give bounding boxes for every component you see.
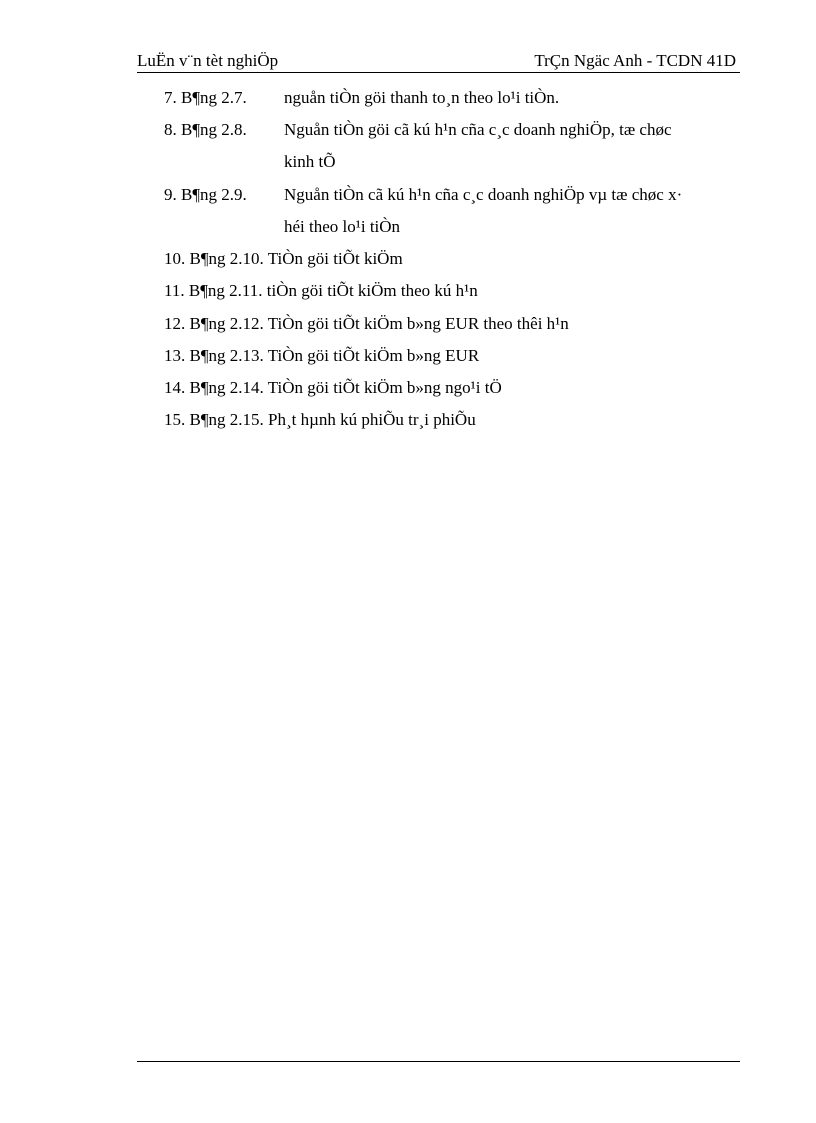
table-number-label: 8. B¶ng 2.8. (164, 120, 247, 139)
table-entry: 15. B¶ng 2.15. Ph¸t hµnh kú phiÕu tr¸i phiÕu (164, 410, 476, 429)
table-entry: 10. B¶ng 2.10. TiÒn göi tiÕt kiÖm (164, 249, 403, 268)
table-title: Nguån tiÒn cã kú h¹n cña c¸c doanh nghiÖp vµ tæ chøc x· (284, 185, 683, 204)
header-thesis-title: LuËn v¨n tèt nghiÖp (137, 51, 279, 70)
table-number-label: 7. B¶ng 2.7. (164, 88, 247, 107)
page-header (137, 50, 740, 73)
table-title-continuation: kinh tÕ (284, 152, 336, 171)
table-entry: 13. B¶ng 2.13. TiÒn göi tiÕt kiÖm b»ng EUR (164, 346, 480, 365)
table-title-continuation: héi theo lo¹i tiÒn (284, 217, 401, 236)
header-author: TrÇn Ngäc Anh - TCDN 41D (534, 51, 736, 70)
table-title: Nguån tiÒn göi cã kú h¹n cña c¸c doanh nghiÖp, tæ chøc (284, 120, 672, 139)
footer-rule (137, 1061, 740, 1062)
table-entry: 11. B¶ng 2.11. tiÒn göi tiÕt kiÖm theo kú h¹n (164, 281, 478, 300)
table-title: nguån tiÒn göi thanh to¸n theo lo¹i tiÒn. (284, 88, 560, 107)
table-entry: 12. B¶ng 2.12. TiÒn göi tiÕt kiÖm b»ng EUR theo thêi h¹n (164, 314, 569, 333)
table-number-label: 9. B¶ng 2.9. (164, 185, 247, 204)
table-entry: 14. B¶ng 2.14. TiÒn göi tiÕt kiÖm b»ng ngo¹i tÖ (164, 378, 502, 397)
